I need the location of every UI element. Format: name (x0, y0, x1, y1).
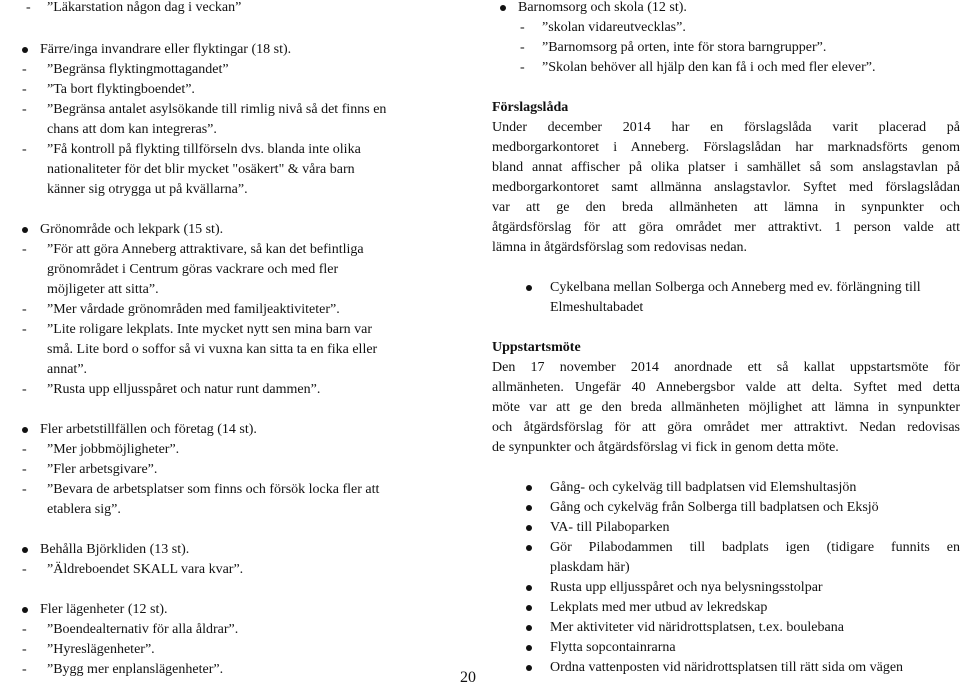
bullet-icon (526, 285, 532, 291)
list-item (492, 38, 960, 58)
list-item (22, 440, 462, 460)
list-item-text: Cykelbana mellan Solberga och Anneberg med ev. förlängning till (550, 280, 921, 295)
bullet-icon (526, 625, 532, 631)
list-item-text: ”Lite roligare lekplats. Inte mycket nytt sen mina barn var (47, 322, 372, 337)
list-item-text: ”Barnomsorg på orten, inte för stora barngrupper”. (542, 40, 827, 55)
list-item-text: Flytta sopcontainrarna (550, 640, 676, 655)
paragraph-line: lämna in åtgärdsförslag som redovisas nedan. (492, 240, 748, 255)
list-item (22, 380, 462, 400)
bullet-icon (526, 525, 532, 531)
list-item (22, 460, 462, 480)
dash-marker: - (520, 60, 525, 75)
list-item-text: ”Begränsa antalet asylsökande till rimlig nivå så det finns en (47, 102, 387, 117)
dash-marker: - (22, 462, 27, 477)
section-title: Behålla Björkliden (13 st). (40, 542, 190, 557)
dash-marker: - (22, 102, 27, 117)
list-item (22, 320, 462, 380)
section-title: Fler arbetstillfällen och företag (14 st). (40, 422, 257, 437)
bullet-icon (22, 427, 28, 433)
dash-marker: - (22, 662, 27, 677)
list-item (492, 578, 960, 598)
list-item-text: ”Äldreboendet SKALL vara kvar”. (47, 562, 244, 577)
list-item (22, 660, 462, 680)
bullet-icon (526, 645, 532, 651)
bullet-icon (526, 605, 532, 611)
list-item (492, 478, 960, 498)
list-item-text: ”Mer vårdade grönområden med familjeaktiviteter”. (47, 302, 340, 317)
dash-marker: - (520, 20, 525, 35)
bullet-icon (500, 5, 506, 11)
dash-marker: - (22, 442, 27, 457)
section-heading (22, 540, 462, 560)
bullet-icon (526, 585, 532, 591)
bullet-icon (526, 665, 532, 671)
list-item-text: VA- till Pilaboparken (550, 520, 670, 535)
paragraph-line: bland annat affischer på olika platser i samhället så som anslagstavlan på (492, 160, 960, 175)
section-title: Färre/inga invandrare eller flyktingar (18 st). (40, 42, 292, 57)
list-item-text: ”Boendealternativ för alla åldrar”. (47, 622, 239, 637)
dash-marker: - (520, 40, 525, 55)
paragraph-line: och åtgärdsförslag för att göra området mer attraktivt. Nedan redovisas (492, 420, 960, 435)
paragraph-line: medborgarkontoret i Anneberg. Förslagslådan har marknadsförts genom (492, 140, 960, 155)
list-item (492, 518, 960, 538)
list-item-text: ”Skolan behöver all hjälp den kan få i och med fler elever”. (542, 60, 876, 75)
list-item-text: Rusta upp elljusspåret och nya belysningsstolpar (550, 580, 823, 595)
dash-marker: - (22, 322, 27, 337)
dash-marker: - (26, 0, 31, 15)
list-item (492, 58, 960, 78)
dash-marker: - (22, 302, 27, 317)
page-number: 20 (460, 669, 476, 686)
bullet-icon (526, 505, 532, 511)
dash-marker: - (22, 82, 27, 97)
list-item-text: ”Läkarstation någon dag i veckan” (47, 0, 242, 15)
list-item-text: ”Mer jobbmöjligheter”. (47, 442, 180, 457)
list-item-text: Elmeshultabadet (550, 300, 644, 315)
bullet-icon (22, 47, 28, 53)
dash-marker: - (22, 642, 27, 657)
list-item-text: små. Lite bord o soffor så vi vuxna kan sitta ta en fika eller (47, 342, 378, 357)
list-item-text: ”Få kontroll på flykting tillförseln dvs. blanda inte olika (47, 142, 361, 157)
dash-marker: - (22, 622, 27, 637)
list-item (492, 18, 960, 38)
list-item (22, 140, 462, 200)
list-item-text: ”Rusta upp elljusspåret och natur runt dammen”. (47, 382, 321, 397)
list-item-text: Gör Pilabodammen till badplats igen (tidigare funnits en (550, 540, 960, 555)
list-item (22, 100, 462, 140)
list-item (22, 240, 462, 300)
dash-marker: - (22, 482, 27, 497)
list-item (22, 620, 462, 640)
section-heading (22, 420, 462, 440)
section-title: Grönområde och lekpark (15 st). (40, 222, 224, 237)
bullet-icon (526, 545, 532, 551)
list-item (22, 480, 462, 520)
dash-marker: - (22, 562, 27, 577)
list-item (22, 80, 462, 100)
list-item-text: ”Ta bort flyktingboendet”. (47, 82, 195, 97)
bullet-icon (22, 547, 28, 553)
paragraph-line: åtgärdsförslag för att göra området mer attraktivt. 1 person valde att (492, 220, 960, 235)
section-heading (22, 600, 462, 620)
paragraph-line: medborgarkontoret samt allmänna anslagstavlor. Syftet med förslagslådan (492, 180, 960, 195)
section-heading (22, 220, 462, 240)
paragraph-line: allmänheten. Ungefär 40 Annebergsbor valde att delta. Syftet med detta (492, 380, 960, 395)
list-item-text: plaskdam här) (550, 560, 630, 575)
list-item-text: ”Bygg mer enplanslägenheter”. (47, 662, 224, 677)
list-item-text: Gång- och cykelväg till badplatsen vid Elemshultasjön (550, 480, 857, 495)
list-item-text: Mer aktiviteter vid näridrottsplatsen, t.ex. boulebana (550, 620, 844, 635)
list-item (22, 300, 462, 320)
list-item (492, 538, 960, 578)
list-item-text: ”Begränsa flyktingmottagandet” (47, 62, 229, 77)
list-item (22, 560, 462, 580)
section-heading (22, 40, 462, 60)
school-heading-item (492, 0, 960, 18)
dash-marker: - (22, 62, 27, 77)
list-item-text: chans att dom kan integreras”. (47, 122, 217, 137)
uppstart-paragraph (492, 358, 960, 458)
list-item (492, 498, 960, 518)
paragraph-line: möte var att ge den breda allmänheten möjlighet att lämna in synpunkter (492, 400, 960, 415)
list-item-text: annat”. (47, 362, 88, 377)
dash-marker: - (22, 382, 27, 397)
dash-marker: - (22, 142, 27, 157)
list-item-text: Ordna vattenposten vid näridrottsplatsen till rätt sida om vägen (550, 660, 904, 675)
list-item (492, 618, 960, 638)
list-item (492, 638, 960, 658)
list-item (22, 640, 462, 660)
list-item-text: nationaliteter för det blir mycket "osäkert" & våra barn (47, 162, 355, 177)
bullet-icon (22, 227, 28, 233)
list-item-text: ”Bevara de arbetsplatser som finns och försök locka fler att (47, 482, 380, 497)
paragraph-line: Under december 2014 har en förslagslåda varit placerad på (492, 120, 960, 135)
list-item-text: ”Hyreslägenheter”. (47, 642, 155, 657)
left-sections (22, 18, 462, 680)
uppstart-heading: Uppstartsmöte (492, 340, 581, 355)
list-item-text: Gång och cykelväg från Solberga till badplatsen och Eksjö (550, 500, 879, 515)
paragraph-line: Den 17 november 2014 anordnade ett så kallat uppstartsmöte för (492, 360, 960, 375)
list-item (492, 658, 960, 678)
list-item-text: ”För att göra Anneberg attraktivare, så kan det befintliga (47, 242, 364, 257)
cykel-list (492, 278, 960, 318)
right-column (492, 0, 960, 678)
forslagslada-paragraph (492, 118, 960, 258)
forslagslada-heading: Förslagslåda (492, 100, 569, 115)
list-item-text: möjligeter att sitta”. (47, 282, 159, 297)
bullet-icon (22, 607, 28, 613)
list-item-text: etablera sig”. (47, 502, 121, 517)
school-title: Barnomsorg och skola (12 st). (518, 0, 687, 15)
left-column (22, 0, 462, 680)
list-item-text: grönområdet i Centrum göras vackrare och med fler (47, 262, 339, 277)
meeting-list (492, 478, 960, 678)
bullet-icon (526, 485, 532, 491)
list-item (22, 60, 462, 80)
list-item (492, 598, 960, 618)
list-item-text: ”skolan vidareutvecklas”. (542, 20, 686, 35)
list-item-text: känner sig otrygga ut på kvällarna”. (47, 182, 248, 197)
list-item-text: Lekplats med mer utbud av lekredskap (550, 600, 768, 615)
section-title: Fler lägenheter (12 st). (40, 602, 168, 617)
paragraph-line: de synpunkter och åtgärdsförslag vi fick in genom detta möte. (492, 440, 839, 455)
list-item (22, 0, 462, 18)
paragraph-line: var att ge den breda allmänheten att lämna in synpunkter och (492, 200, 960, 215)
list-item-text: ”Fler arbetsgivare”. (47, 462, 158, 477)
school-items (492, 18, 960, 78)
list-item (492, 278, 960, 318)
dash-marker: - (22, 242, 27, 257)
